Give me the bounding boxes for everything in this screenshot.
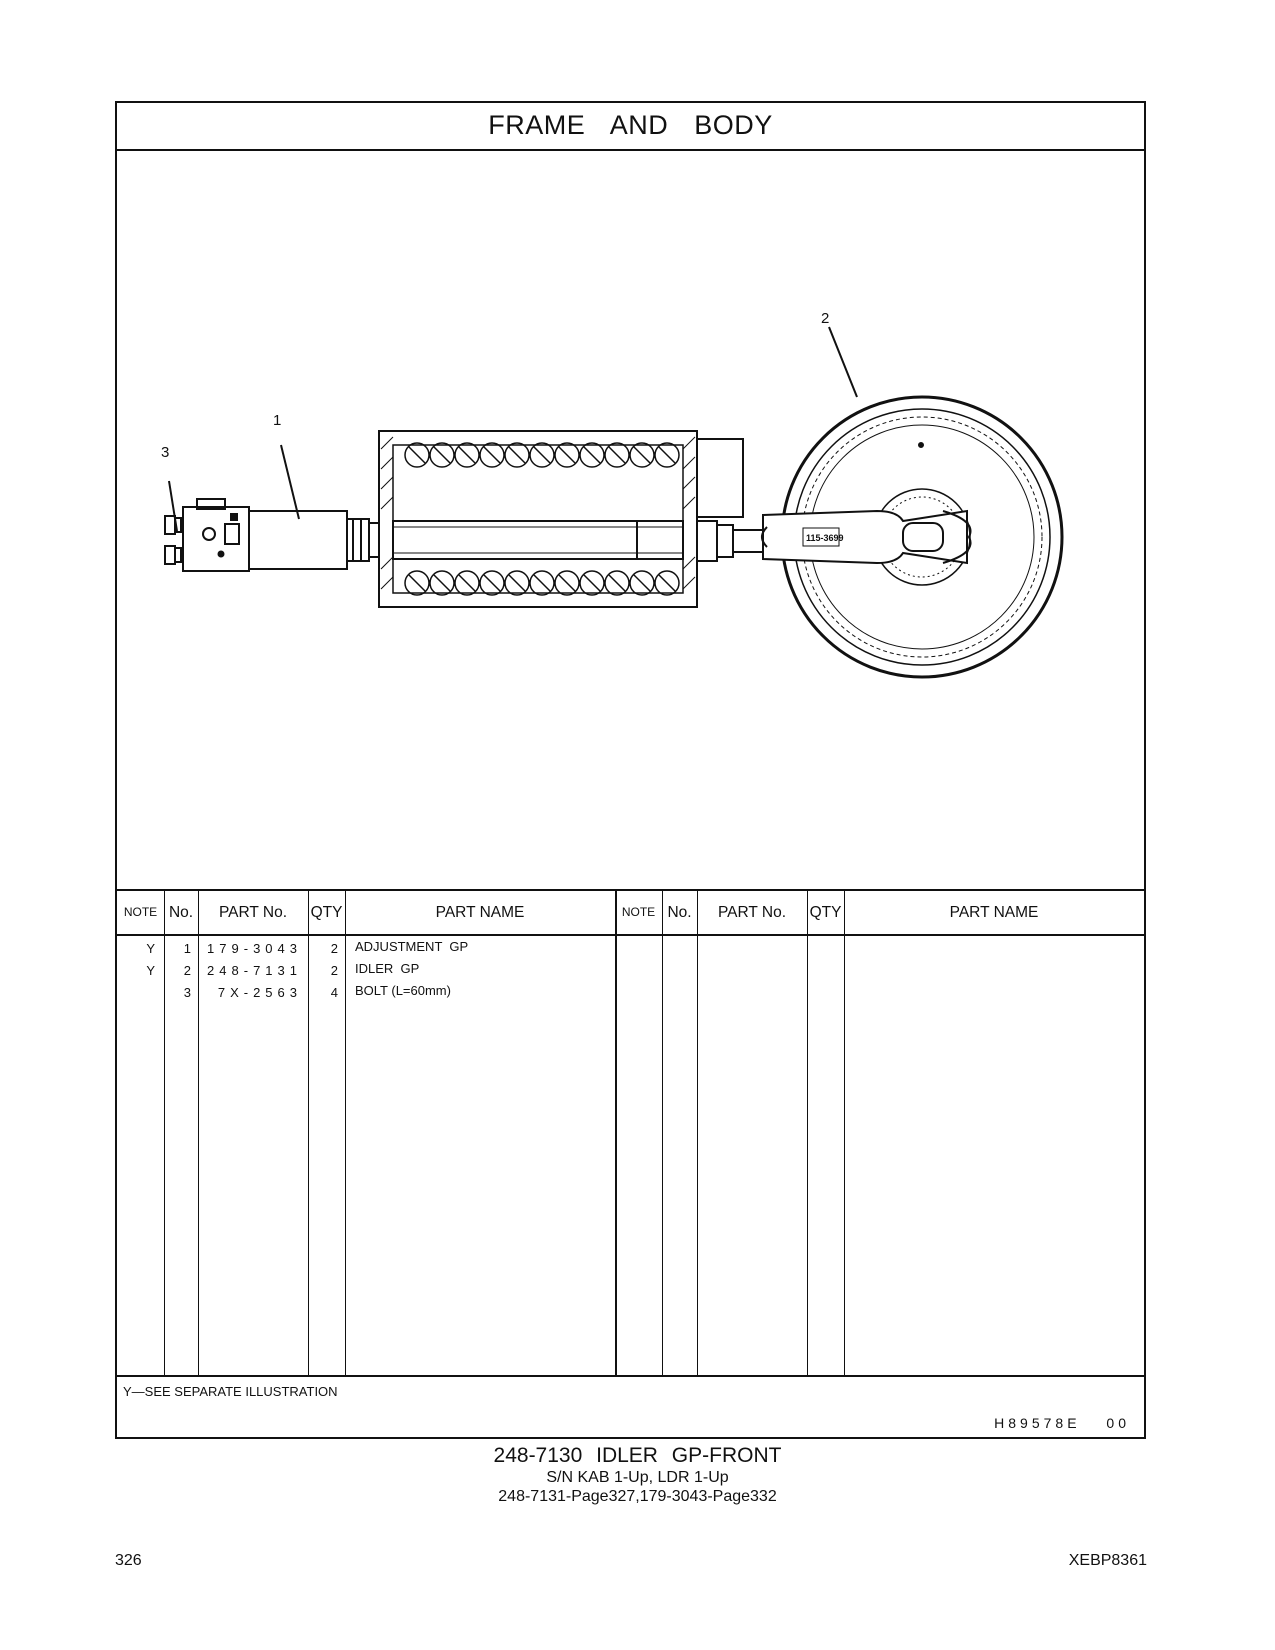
row-1-note: Y (146, 941, 155, 956)
row-1-qty: 2 (330, 941, 338, 956)
header-note-right: NOTE (621, 905, 656, 919)
table-header-rule (117, 934, 1144, 936)
cylinder-neck (347, 519, 369, 561)
row-3-note (117, 982, 155, 1004)
group-caption-serials: S/N KAB 1-Up, LDR 1-Up (546, 1469, 729, 1486)
header-qty: QTY (310, 904, 343, 921)
header-note: NOTE (123, 905, 158, 919)
row-2-part-name: IDLER GP (355, 961, 420, 976)
recoil-spring-housing (379, 431, 697, 607)
group-caption-page-refs: 248-7131-Page327,179-3043-Page332 (498, 1488, 777, 1505)
parts-frame (115, 101, 1146, 1439)
section-title: FRAME AND BODY (488, 110, 773, 140)
idler-yoke (762, 511, 971, 563)
header-part-name: PART NAME (435, 904, 525, 921)
parts-illustration (117, 149, 1144, 889)
row-2-qty: 2 (330, 963, 338, 978)
exploded-view-drawing (117, 149, 1148, 889)
row-3-part-name: BOLT (L=60mm) (355, 983, 451, 998)
header-no-right: No. (667, 904, 692, 921)
row-1-no: 1 (183, 941, 191, 956)
row-3-qty: 4 (330, 985, 338, 1000)
header-part-name-right: PART NAME (949, 904, 1039, 921)
adjustment-valve-block (183, 499, 249, 571)
rod-and-nut (697, 439, 763, 561)
row-3-part-no: 7X-2563 (217, 985, 302, 1000)
header-no: No. (168, 904, 194, 921)
parts-table (117, 889, 1144, 1377)
document-id: XEBP8361 (1068, 1552, 1147, 1569)
header-part-no-right: PART No. (717, 904, 787, 921)
section-title-bar (117, 103, 1144, 151)
cylinder-body (249, 511, 347, 569)
illustration-code: H89578E 00 (994, 1415, 1130, 1431)
header-part-no: PART No. (218, 904, 288, 921)
row-2-no: 2 (183, 963, 191, 978)
callout-2: 2 (821, 310, 830, 327)
callout-1: 1 (273, 412, 282, 429)
row-1-part-name: ADJUSTMENT GP (355, 939, 469, 954)
callout-3: 3 (161, 444, 170, 461)
header-qty-right: QTY (809, 904, 842, 921)
row-2-part-no: 248-7131 (207, 963, 302, 978)
spring-coils-bottom (405, 571, 679, 595)
group-caption-title: 248-7130 IDLER GP-FRONT (493, 1444, 782, 1467)
spring-coils-top (405, 443, 679, 467)
link-part-stamp: 115-3699 (806, 533, 844, 543)
callout-leader-2 (829, 327, 857, 397)
row-2-note: Y (146, 963, 155, 978)
footnote-see-separate-illustration: Y—SEE SEPARATE ILLUSTRATION (123, 1384, 338, 1399)
page-number: 326 (115, 1552, 142, 1569)
row-1-part-no: 179-3043 (207, 941, 302, 956)
row-3-no: 3 (183, 985, 191, 1000)
bolt-fittings (165, 516, 181, 564)
callout-leader-1 (281, 445, 299, 519)
